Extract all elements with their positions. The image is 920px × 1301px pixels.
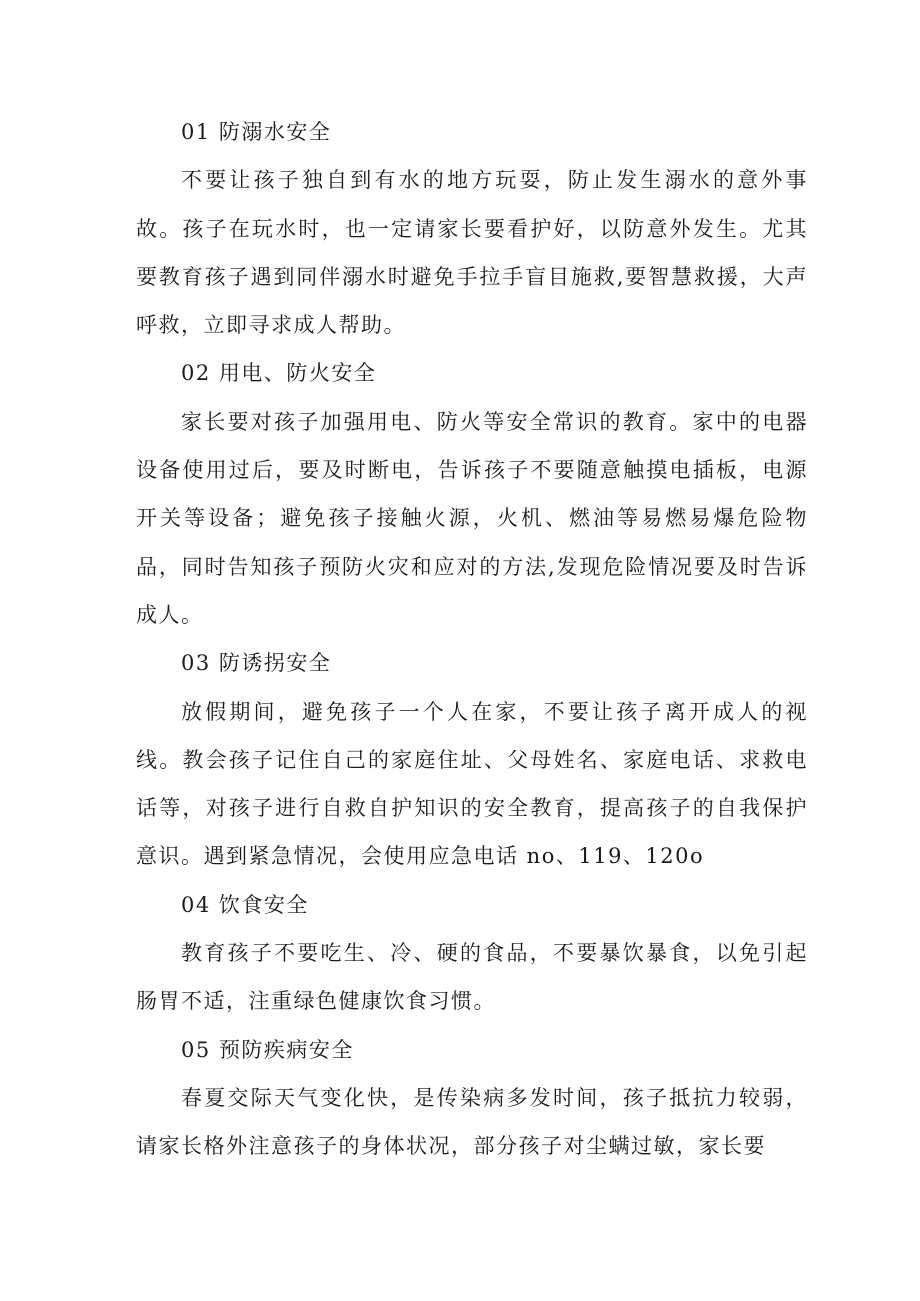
section-body-01: 不要让孩子独自到有水的地方玩耍，防止发生溺水的意外事故。孩子在玩水时，也一定请家长要看护好，以防意外发生。尤其要教育孩子遇到同伴溺水时避免手拉手盲目施救,要智慧救援，大声呼救，立即寻求成人帮助。 [136,168,808,338]
section-body-05: 春夏交际天气变化快，是传染病多发时间，孩子抵抗力较弱，请家长格外注意孩子的身体状况，部分孩子对尘螨过敏，家长要 [136,1085,808,1159]
section-heading-03: 03 防诱拐安全 [181,651,332,676]
section-body-04: 教育孩子不要吃生、冷、硬的食品，不要暴饮暴食，以免引起肠胃不适，注重绿色健康饮食习惯。 [136,941,808,1014]
section-body-02: 家长要对孩子加强用电、防火等安全常识的教育。家中的电器设备使用过后，要及时断电，告诉孩子不要随意触摸电插板，电源开关等设备；避免孩子接触火源，火机、燃油等易燃易爆危险物品，同时告知孩子预防火灾和应对的方法,发现危险情况要及时告诉成人。 [136,409,808,627]
section-heading-05: 05 预防疾病安全 [181,1037,354,1062]
section-heading-01: 01 防溺水安全 [181,120,332,144]
section-heading-02: 02 用电、防火安全 [181,361,377,386]
section-body-03: 放假期间，避免孩子一个人在家，不要让孩子离开成人的视线。教会孩子记住自己的家庭住址、父母姓名、家庭电话、求救电话等，对孩子进行自救自护知识的安全教育，提高孩子的自我保护意识。遇到紧急情况，会使用应急电话 no、119、120o [136,699,808,869]
section-heading-04: 04 饮食安全 [181,892,309,917]
